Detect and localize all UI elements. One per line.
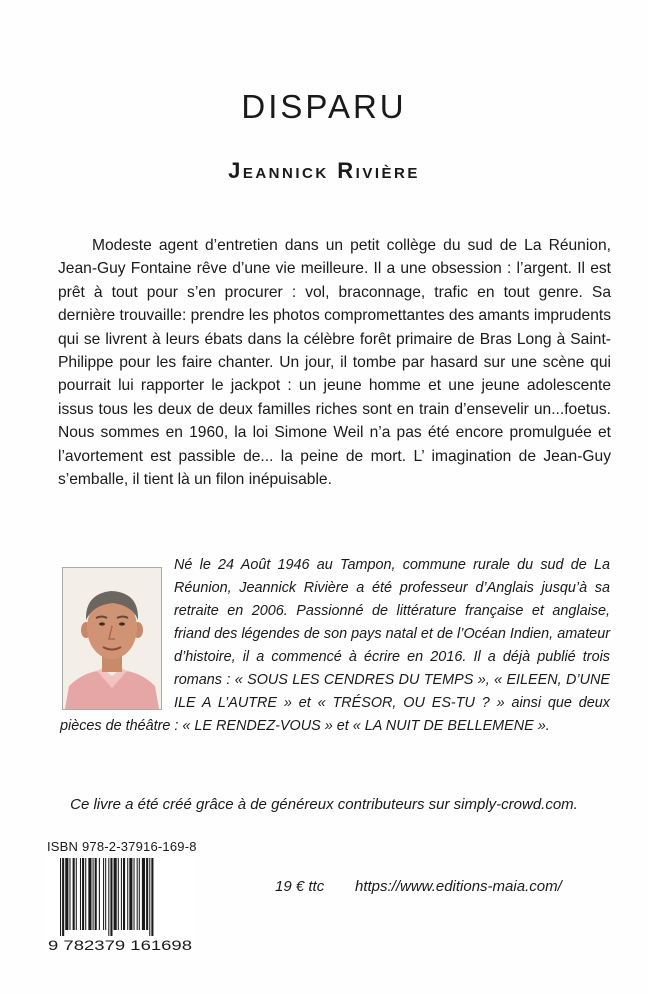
barcode-bar bbox=[73, 858, 75, 930]
barcode-bar bbox=[114, 858, 117, 930]
barcode-bar bbox=[95, 858, 97, 930]
barcode-bar bbox=[121, 858, 122, 930]
barcode-bar bbox=[127, 858, 128, 930]
barcode-bar bbox=[146, 858, 148, 930]
barcode-bar bbox=[149, 858, 150, 936]
barcode-bar bbox=[105, 858, 106, 930]
barcode-bar bbox=[142, 858, 145, 930]
barcode-bar bbox=[151, 858, 153, 936]
barcode-bar bbox=[123, 858, 125, 930]
isbn-barcode bbox=[46, 856, 194, 952]
barcode-bar bbox=[82, 858, 84, 930]
book-title: DISPARU bbox=[241, 88, 407, 125]
barcode-bar bbox=[69, 858, 70, 930]
synopsis-text: Modeste agent d’entretien dans un petit collège du sud de La Réunion, Jean-Guy Fontaine rêve d’une vie meilleure. Il a une obsession : l’argent. Il est prêt à tout pour s’en procurer : vol, braconnage, trafic en tout genre. Sa dernière trouvaille: prendre les photos compromettantes des amants imprudents qui se livrent à leurs ébats dans la célèbre forêt primaire de Bras Long à Saint-Philippe pour les faire chanter. Un jour, il tombe par hasard sur une scène qui pourrait lui rapporter le jackpot : un jeune homme et une jeune adolescente issus tous les deux de deux familles riches sont en train d’ensevelir un...foetus. Nous sommes en 1960, la loi Simone Weil n’a pas été encore promulguée et l’avortement est passible de... la peine de mort. L’ imagination de Jean-Guy s’emballe, il tient là un filon inépuisable. bbox=[58, 237, 611, 489]
barcode-bar bbox=[76, 858, 77, 930]
barcode-bar bbox=[60, 858, 61, 936]
barcode-bar bbox=[80, 858, 81, 930]
barcode-bar bbox=[118, 858, 119, 930]
barcode-bar bbox=[103, 858, 104, 930]
crowdfunding-credit: Ce livre a été créé grâce à de généreux contributeurs sur simply-crowd.com. bbox=[70, 796, 578, 813]
publisher-url: https://www.editions-maia.com/ bbox=[355, 878, 562, 895]
author-bio: Né le 24 Août 1946 au Tampon, commune rurale du sud de La Réunion, Jeannick Rivière a été professeur d’Anglais jusqu’à sa retraite en 2006. Passionné de littérature française et anglaise, friand des légendes de son pays natal et de l’Océan Indien, amateur d’histoire, il a commencé à écrire en 2016. Il a déjà publié trois romans : « SOUS LES CENDRES DU TEMPS », « EILEEN, D’UNE ILE A L’AUTRE » et « TRÉSOR, OU ES-TU ? » ainsi que deux pièces de théâtre : « LE RENDEZ-VOUS » et « LA NUIT DE BELLEMENE ». bbox=[60, 557, 610, 734]
barcode-bar bbox=[108, 858, 109, 936]
barcode-bar bbox=[62, 858, 64, 936]
isbn-label: ISBN 978-2-37916-169-8 bbox=[47, 839, 197, 854]
barcode-bar bbox=[99, 858, 100, 930]
barcode-bar bbox=[137, 858, 138, 930]
barcode-digits: 9 782379 161698 bbox=[48, 938, 192, 952]
barcode-bar bbox=[93, 858, 94, 930]
barcode-bar bbox=[88, 858, 91, 930]
barcode-bar bbox=[134, 858, 135, 930]
barcode-bar bbox=[129, 858, 132, 930]
barcode-bar bbox=[110, 858, 112, 936]
barcode-bar bbox=[139, 858, 140, 930]
barcode-bar bbox=[65, 858, 68, 930]
price: 19 € ttc bbox=[275, 878, 325, 895]
barcode-bar bbox=[85, 858, 86, 930]
author-name: Jeannick Rivière bbox=[228, 158, 420, 183]
